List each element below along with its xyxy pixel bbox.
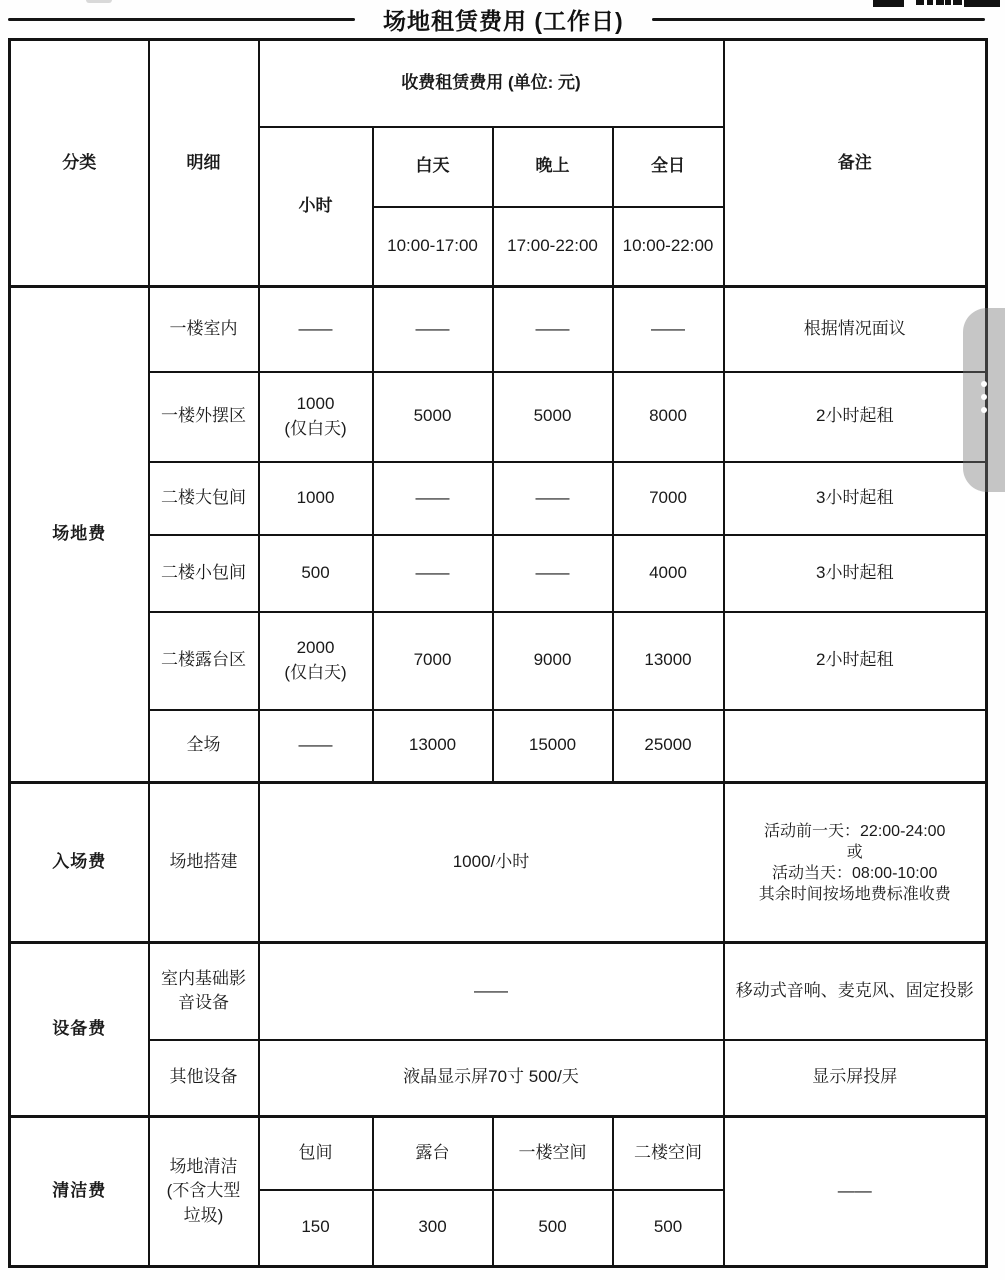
cell-venue-1-day: 5000 <box>373 372 493 462</box>
cell-venue-0-hour: —— <box>259 287 373 372</box>
cell-venue-4-detail: 二楼露台区 <box>149 612 259 710</box>
header-night: 晚上 <box>493 127 613 207</box>
cell-venue-3-night: —— <box>493 535 613 612</box>
cell-venue-5-hour: —— <box>259 710 373 783</box>
cell-venue-5-day: 13000 <box>373 710 493 783</box>
cell-category-venue-fee: 场地费 <box>10 287 149 783</box>
cell-category-cleaning-fee: 清洁费 <box>10 1117 149 1267</box>
cell-venue-3-fullday: 4000 <box>613 535 724 612</box>
floating-tool-button[interactable] <box>963 308 1005 492</box>
cell-equipment-1-detail: 其他设备 <box>149 1040 259 1117</box>
cell-cleaning-value-1: 300 <box>373 1190 493 1267</box>
header-fullday: 全日 <box>613 127 724 207</box>
header-remark: 备注 <box>724 40 987 287</box>
cell-cleaning-col-1: 露台 <box>373 1117 493 1190</box>
cell-entry-detail: 场地搭建 <box>149 783 259 943</box>
cell-venue-5-fullday: 25000 <box>613 710 724 783</box>
header-fullday-time: 10:00-22:00 <box>613 207 724 287</box>
cell-cleaning-value-2: 500 <box>493 1190 613 1267</box>
cell-venue-3-hour: 500 <box>259 535 373 612</box>
cell-venue-4-fullday: 13000 <box>613 612 724 710</box>
header-day-time: 10:00-17:00 <box>373 207 493 287</box>
cell-venue-2-hour: 1000 <box>259 462 373 535</box>
cell-cleaning-remark: —— <box>724 1117 987 1267</box>
header-fee-group: 收费租赁费用 (单位: 元) <box>259 40 724 127</box>
pricing-table <box>8 38 988 1268</box>
cell-cleaning-value-0: 150 <box>259 1190 373 1267</box>
cell-venue-4-day: 7000 <box>373 612 493 710</box>
title-row <box>8 2 985 36</box>
cell-venue-0-detail: 一楼室内 <box>149 287 259 372</box>
cell-venue-5-detail: 全场 <box>149 710 259 783</box>
cell-venue-4-hour: 2000 (仅白天) <box>259 612 373 710</box>
header-category: 分类 <box>10 40 149 287</box>
cell-venue-0-fullday: —— <box>613 287 724 372</box>
cell-venue-1-remark: 2小时起租 <box>724 372 987 462</box>
cell-venue-2-fullday: 7000 <box>613 462 724 535</box>
cell-category-equipment-fee: 设备费 <box>10 943 149 1117</box>
cell-cleaning-detail: 场地清洁 (不含大型 垃圾) <box>149 1117 259 1267</box>
cell-equipment-0-detail: 室内基础影音设备 <box>149 943 259 1040</box>
title-rule-right <box>652 18 985 21</box>
cell-equipment-0-remark: 移动式音响、麦克风、固定投影 <box>724 943 987 1040</box>
cell-venue-2-night: —— <box>493 462 613 535</box>
cell-cleaning-col-0: 包间 <box>259 1117 373 1190</box>
cell-venue-4-remark: 2小时起租 <box>724 612 987 710</box>
cell-venue-5-remark <box>724 710 987 783</box>
cell-venue-2-remark: 3小时起租 <box>724 462 987 535</box>
page-title: 场地租赁费用 (工作日) <box>383 7 624 34</box>
cell-entry-remark: 活动前一天：22:00-24:00 或 活动当天：08:00-10:00 其余时间按场地费标准收费 <box>724 783 987 943</box>
header-hour: 小时 <box>259 127 373 287</box>
cell-venue-1-detail: 一楼外摆区 <box>149 372 259 462</box>
header-detail: 明细 <box>149 40 259 287</box>
cell-equipment-0-value: —— <box>259 943 724 1040</box>
cell-venue-3-detail: 二楼小包间 <box>149 535 259 612</box>
cell-equipment-1-value: 液晶显示屏70寸 500/天 <box>259 1040 724 1117</box>
cell-venue-2-detail: 二楼大包间 <box>149 462 259 535</box>
cell-venue-1-night: 5000 <box>493 372 613 462</box>
cell-venue-5-night: 15000 <box>493 710 613 783</box>
header-day: 白天 <box>373 127 493 207</box>
cell-cleaning-value-3: 500 <box>613 1190 724 1267</box>
cell-venue-2-day: —— <box>373 462 493 535</box>
cell-cleaning-col-3: 二楼空间 <box>613 1117 724 1190</box>
cell-equipment-1-remark: 显示屏投屏 <box>724 1040 987 1117</box>
cell-venue-3-remark: 3小时起租 <box>724 535 987 612</box>
cell-venue-3-day: —— <box>373 535 493 612</box>
cell-venue-0-day: —— <box>373 287 493 372</box>
cell-category-entry-fee: 入场费 <box>10 783 149 943</box>
more-dots-icon <box>981 381 989 420</box>
cell-cleaning-col-2: 一楼空间 <box>493 1117 613 1190</box>
title-rule-left <box>8 18 355 21</box>
header-night-time: 17:00-22:00 <box>493 207 613 287</box>
cell-venue-1-hour: 1000 (仅白天) <box>259 372 373 462</box>
cell-venue-1-fullday: 8000 <box>613 372 724 462</box>
cell-venue-0-night: —— <box>493 287 613 372</box>
cell-entry-value: 1000/小时 <box>259 783 724 943</box>
cell-venue-0-remark: 根据情况面议 <box>724 287 987 372</box>
cell-venue-4-night: 9000 <box>493 612 613 710</box>
